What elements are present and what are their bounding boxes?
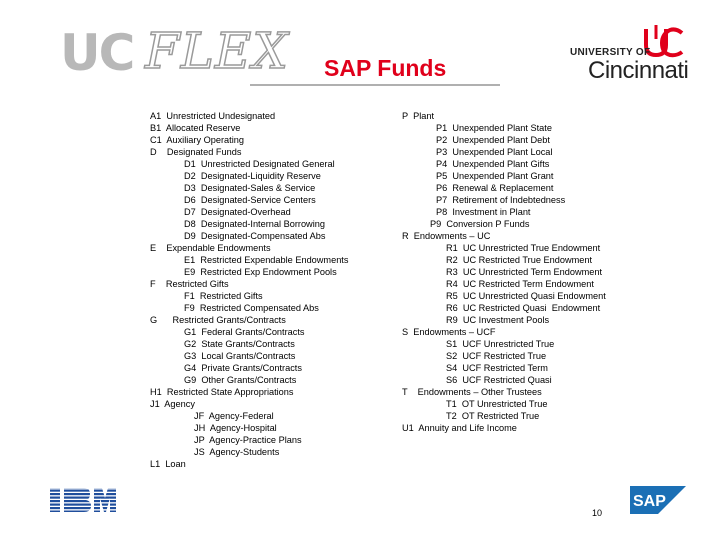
fund-list-item-text: R3 UC Unrestricted Term Endowment <box>446 267 603 277</box>
fund-list-item <box>150 254 348 266</box>
fund-list-item-text: T2 OT Restricted True <box>446 411 540 421</box>
fund-list-item <box>402 290 606 302</box>
fund-list-item <box>150 194 348 206</box>
fund-list-item <box>150 398 348 410</box>
fund-list-item <box>150 134 348 146</box>
fund-list-item <box>402 146 606 158</box>
fund-list-item <box>150 314 348 326</box>
fund-list-item <box>402 410 606 422</box>
fund-list-item-text: R2 UC Restricted True Endowment <box>446 255 593 265</box>
fund-list-item <box>402 254 606 266</box>
fund-list-item <box>402 110 606 122</box>
fund-list-item-text: P6 Renewal & Replacement <box>436 183 554 193</box>
page-number: 10 <box>592 508 603 518</box>
fund-list-item-text: P3 Unexpended Plant Local <box>436 147 553 157</box>
fund-list-left <box>150 110 348 470</box>
fund-list-item <box>402 374 606 386</box>
fund-list-item-text: E1 Restricted Expendable Endowments <box>184 255 349 265</box>
fund-list-item-text: R1 UC Unrestricted True Endowment <box>446 243 601 253</box>
fund-list-item-text: G2 State Grants/Contracts <box>184 339 295 349</box>
fund-list-item-text: F9 Restricted Compensated Abs <box>184 303 319 313</box>
fund-list-item <box>150 278 348 290</box>
fund-list-item <box>150 266 348 278</box>
fund-list-item-text: F1 Restricted Gifts <box>184 291 263 301</box>
fund-list-item <box>150 170 348 182</box>
fund-list-item-text: U1 Annuity and Life Income <box>402 423 517 433</box>
sap-logo-icon <box>630 486 686 514</box>
fund-list-item-text: G Restricted Grants/Contracts <box>150 315 286 325</box>
fund-list-item-text: P5 Unexpended Plant Grant <box>436 171 554 181</box>
fund-list-item <box>402 398 606 410</box>
fund-list-item-text: R4 UC Restricted Term Endowment <box>446 279 594 289</box>
fund-list-item <box>402 326 606 338</box>
fund-list-item-text: G4 Private Grants/Contracts <box>184 363 302 373</box>
fund-list-item-text: P Plant <box>402 111 435 121</box>
fund-list-item-text: D2 Designated-Liquidity Reserve <box>184 171 321 181</box>
fund-list-item-text: R Endowments – UC <box>402 231 491 241</box>
fund-list-item-text: R6 UC Restricted Quasi Endowment <box>446 303 601 313</box>
fund-list-item <box>150 218 348 230</box>
fund-list-item <box>150 362 348 374</box>
fund-list-item-text: G9 Other Grants/Contracts <box>184 375 297 385</box>
sap-logo-text: SAP <box>633 493 666 510</box>
fund-list-item <box>402 338 606 350</box>
cincinnati-label: Cincinnati <box>588 57 689 84</box>
page-title: SAP Funds <box>324 55 447 81</box>
ibm-logo <box>48 486 116 514</box>
fund-list-item <box>150 374 348 386</box>
fund-list-item-text: D8 Designated-Internal Borrowing <box>184 219 325 229</box>
fund-list-item-text: S6 UCF Restricted Quasi <box>446 375 552 385</box>
ucflex-logo <box>60 22 289 82</box>
fund-list-item <box>150 146 348 158</box>
fund-list-item-text: D7 Designated-Overhead <box>184 207 291 217</box>
ibm-logo-icon <box>48 486 116 514</box>
fund-list-item <box>150 422 348 434</box>
fund-list-item <box>402 194 606 206</box>
fund-list-item <box>150 242 348 254</box>
fund-list-item <box>402 350 606 362</box>
fund-list-item-text: P1 Unexpended Plant State <box>436 123 552 133</box>
fund-list-item <box>150 338 348 350</box>
fund-list-item <box>402 134 606 146</box>
fund-list-item-text: D6 Designated-Service Centers <box>184 195 316 205</box>
fund-list-item <box>150 290 348 302</box>
fund-list-item-text: JH Agency-Hospital <box>194 423 277 433</box>
sap-logo <box>630 486 686 514</box>
fund-list-item-text: JF Agency-Federal <box>194 411 274 421</box>
fund-list-item <box>402 122 606 134</box>
fund-list-item-text: R5 UC Unrestricted Quasi Endowment <box>446 291 606 301</box>
fund-list-item-text: T Endowments – Other Trustees <box>402 387 542 397</box>
ucflex-logo-flex: FLEX <box>145 22 289 80</box>
fund-list-item <box>402 218 606 230</box>
fund-list-item-text: G1 Federal Grants/Contracts <box>184 327 305 337</box>
fund-list-item-text: P9 Conversion P Funds <box>430 219 530 229</box>
fund-list-item-text: D3 Designated-Sales & Service <box>184 183 316 193</box>
fund-list-item <box>150 302 348 314</box>
fund-list-item <box>150 122 348 134</box>
fund-list-item-text: B1 Allocated Reserve <box>150 123 241 133</box>
fund-list-item-text: T1 OT Unrestricted True <box>446 399 548 409</box>
fund-list-item-text: JP Agency-Practice Plans <box>194 435 302 445</box>
fund-list-item <box>402 170 606 182</box>
fund-list-item-text: D Designated Funds <box>150 147 242 157</box>
fund-list-item-text: P4 Unexpended Plant Gifts <box>436 159 550 169</box>
fund-list-item <box>402 242 606 254</box>
fund-list-item-text: L1 Loan <box>150 459 186 469</box>
fund-list-item <box>402 422 606 434</box>
fund-list-item <box>402 302 606 314</box>
fund-list-item <box>150 350 348 362</box>
fund-list-item-text: E Expendable Endowments <box>150 243 271 253</box>
fund-list-item-text: H1 Restricted State Appropriations <box>150 387 294 397</box>
fund-list-item-text: D9 Designated-Compensated Abs <box>184 231 326 241</box>
title-underline <box>250 84 500 86</box>
fund-list-item <box>402 386 606 398</box>
fund-list-item-text: D1 Unrestricted Designated General <box>184 159 335 169</box>
ucflex-logo-uc: UC <box>60 24 134 82</box>
fund-list-item-text: R9 UC Investment Pools <box>446 315 550 325</box>
fund-list-item-text: F Restricted Gifts <box>150 279 229 289</box>
fund-list-item-text: S Endowments – UCF <box>402 327 496 337</box>
university-of-label: UNIVERSITY OF <box>570 47 651 58</box>
fund-list-item <box>402 314 606 326</box>
fund-list-item <box>402 182 606 194</box>
university-of-cincinnati-logo <box>570 25 700 85</box>
fund-list-item <box>150 446 348 458</box>
fund-list-item-text: S1 UCF Unrestricted True <box>446 339 555 349</box>
fund-list-item <box>150 410 348 422</box>
fund-list-item <box>150 110 348 122</box>
fund-list-item <box>150 386 348 398</box>
fund-list-item-text: P8 Investment in Plant <box>436 207 531 217</box>
fund-list-right <box>402 110 606 434</box>
fund-list-item-text: P7 Retirement of Indebtedness <box>436 195 566 205</box>
fund-list-item <box>402 362 606 374</box>
fund-list-item-text: E9 Restricted Exp Endowment Pools <box>184 267 337 277</box>
fund-list-item-text: S4 UCF Restricted Term <box>446 363 548 373</box>
fund-list-item <box>402 266 606 278</box>
fund-list-item <box>150 158 348 170</box>
fund-list-item <box>150 230 348 242</box>
fund-list-item-text: P2 Unexpended Plant Debt <box>436 135 550 145</box>
fund-list-item <box>150 458 348 470</box>
fund-list-item <box>402 230 606 242</box>
fund-list-item <box>150 434 348 446</box>
fund-list-item-text: S2 UCF Restricted True <box>446 351 547 361</box>
fund-list-item <box>150 182 348 194</box>
fund-list-item-text: J1 Agency <box>150 399 195 409</box>
fund-list-item-text: G3 Local Grants/Contracts <box>184 351 296 361</box>
fund-list-item <box>150 206 348 218</box>
fund-list-item <box>402 158 606 170</box>
fund-list-item <box>402 206 606 218</box>
fund-list-item <box>402 278 606 290</box>
fund-list-item-text: JS Agency-Students <box>194 447 280 457</box>
fund-list-item <box>150 326 348 338</box>
fund-list-item-text: A1 Unrestricted Undesignated <box>150 111 276 121</box>
fund-list-item-text: C1 Auxiliary Operating <box>150 135 244 145</box>
